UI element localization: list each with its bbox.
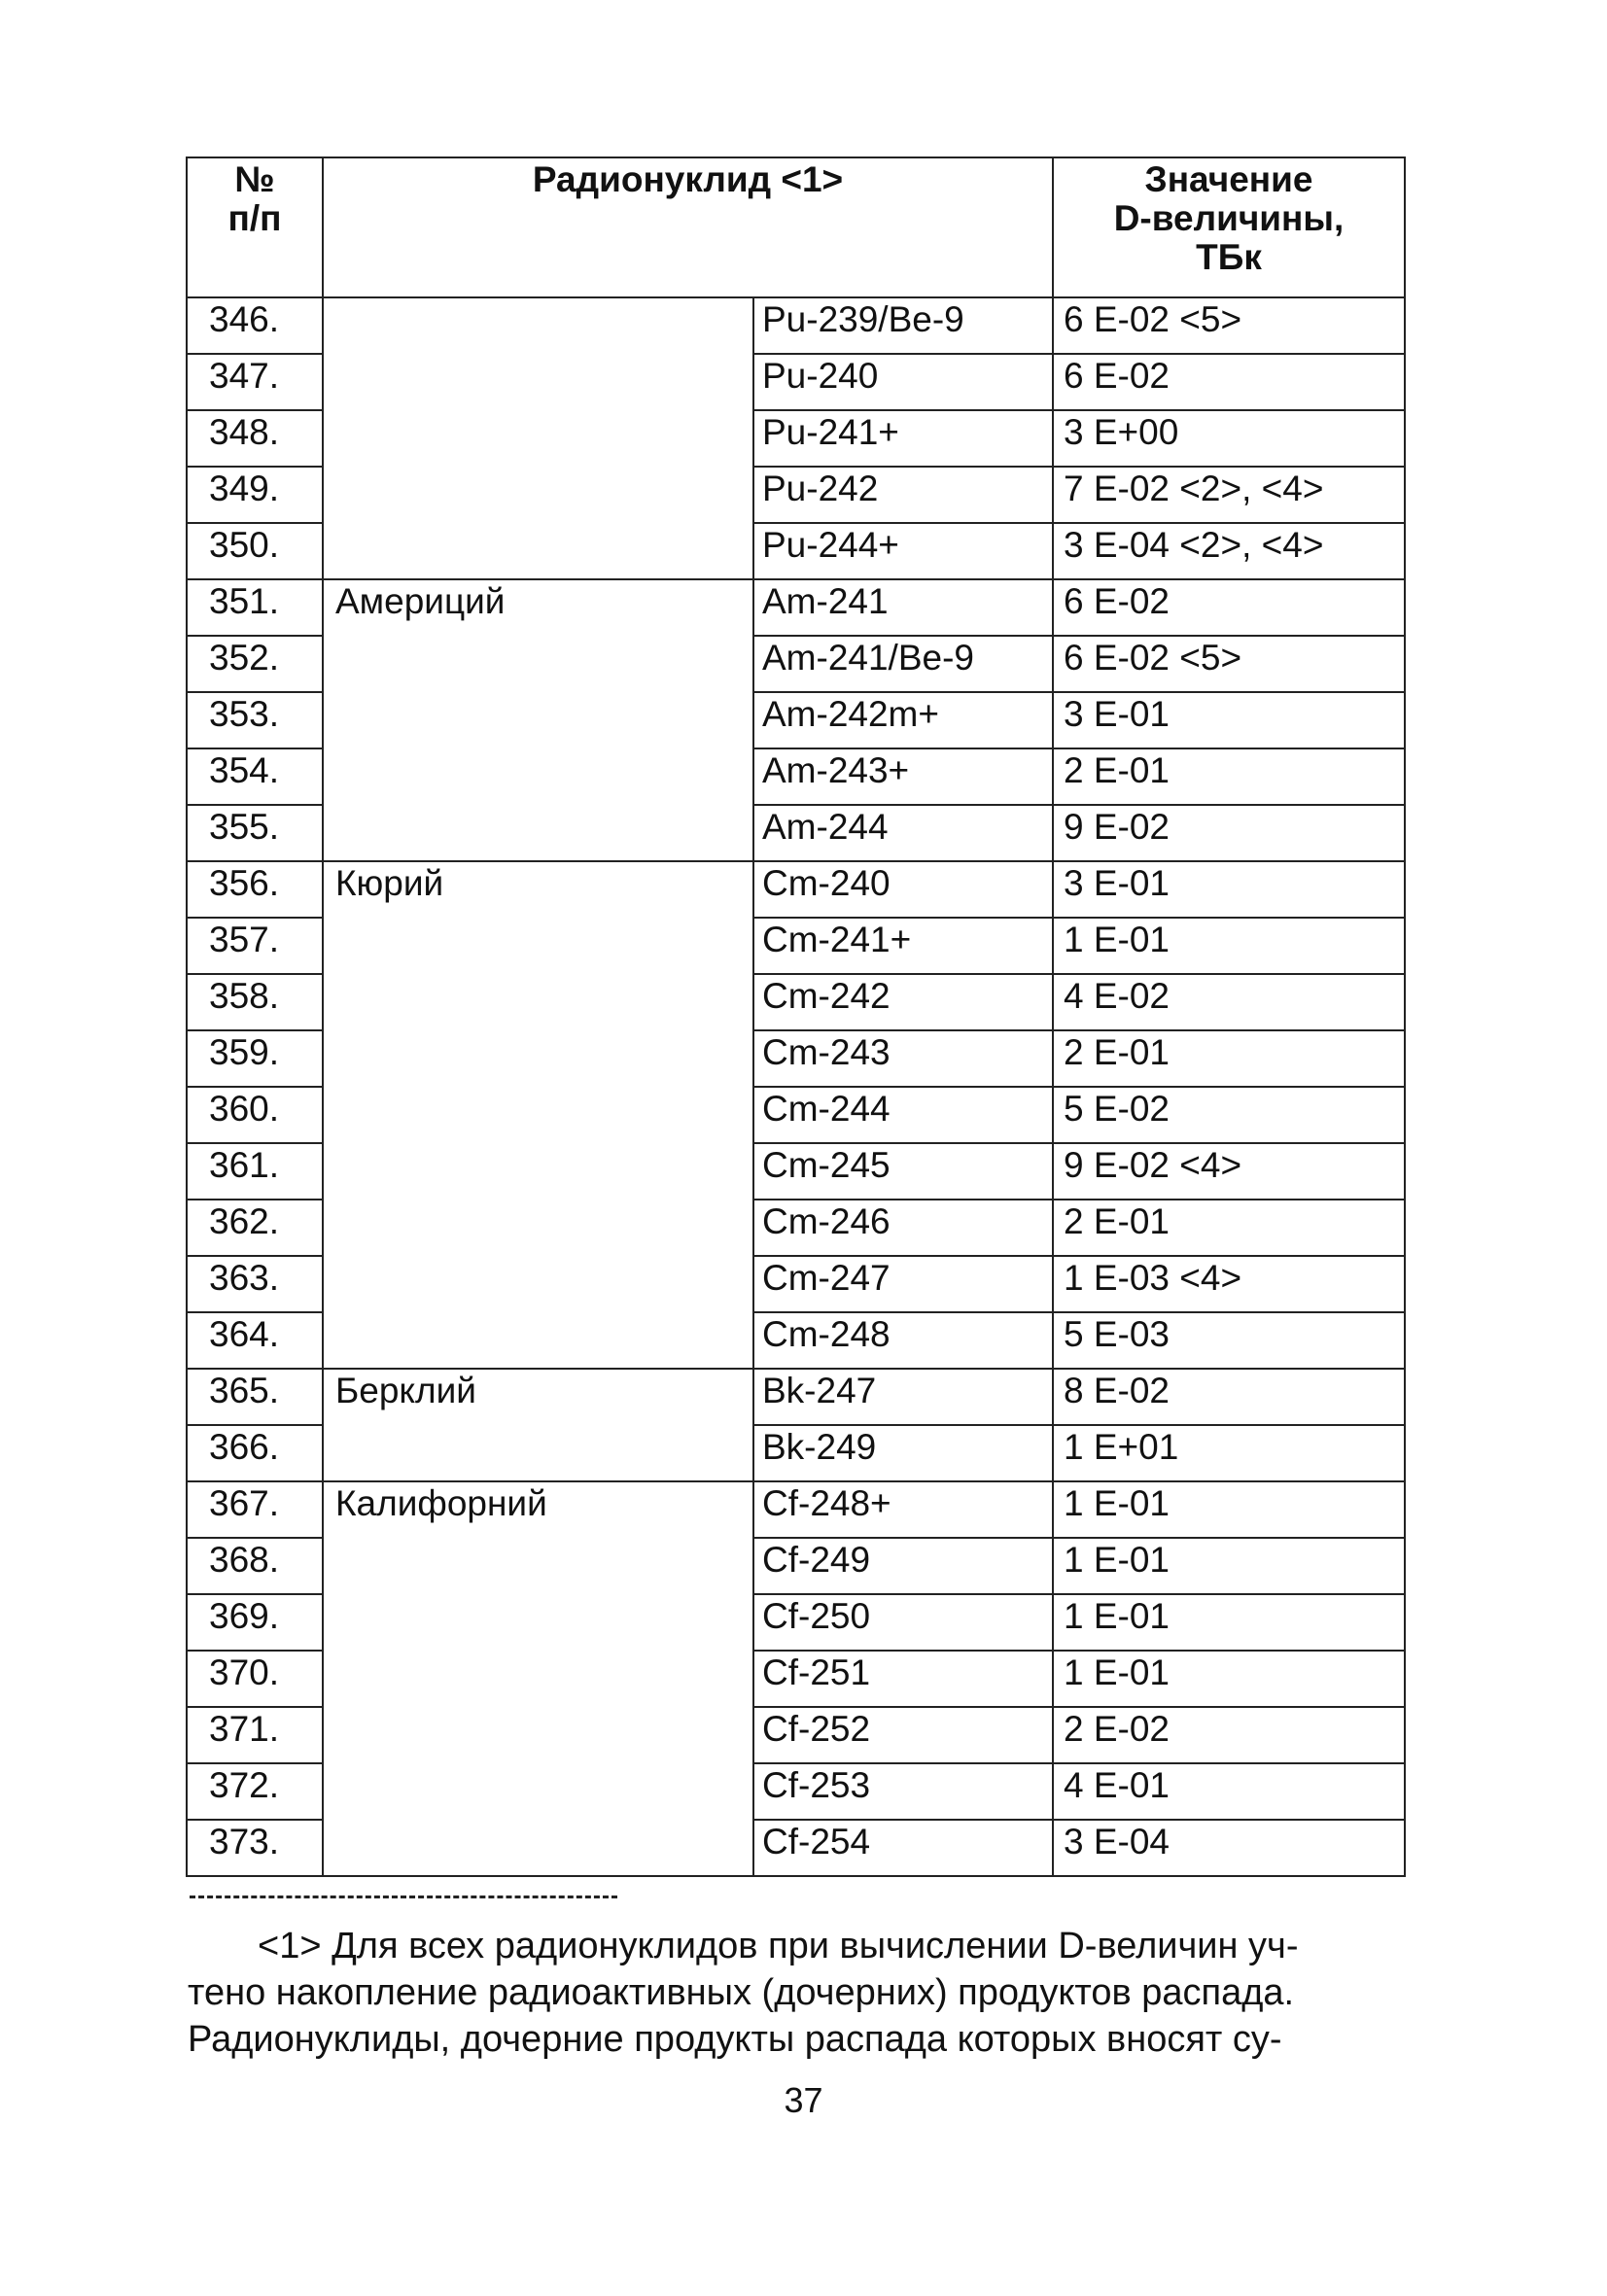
radionuclide-name: Cm-246 xyxy=(753,1200,1053,1256)
radionuclide-name: Cm-243 xyxy=(753,1030,1053,1087)
radionuclide-name: Cm-241+ xyxy=(753,918,1053,974)
header-number-label: п/п xyxy=(227,198,282,238)
radionuclide-name: Cf-251 xyxy=(753,1651,1053,1707)
radionuclide-name: Bk-247 xyxy=(753,1369,1053,1425)
radionuclide-name: Am-241/Be-9 xyxy=(753,636,1053,692)
radionuclide-name: Cf-254 xyxy=(753,1820,1053,1876)
table-row xyxy=(187,861,1405,918)
row-number: 352. xyxy=(187,636,323,692)
row-number: 351. xyxy=(187,579,323,636)
d-value: 9 E-02 xyxy=(1053,805,1405,861)
header-value-line-2: D-величины, xyxy=(1113,198,1345,238)
row-number: 365. xyxy=(187,1369,323,1425)
radionuclide-table xyxy=(186,157,1406,1877)
table-header-row xyxy=(187,157,1405,297)
element-group-cell: Кюрий xyxy=(323,861,753,1369)
row-number: 350. xyxy=(187,523,323,579)
row-number: 363. xyxy=(187,1256,323,1312)
d-value: 3 E-01 xyxy=(1053,692,1405,748)
d-value: 6 E-02 xyxy=(1053,579,1405,636)
row-number: 348. xyxy=(187,410,323,467)
radionuclide-name: Am-242m+ xyxy=(753,692,1053,748)
d-value: 7 E-02 <2>, <4> xyxy=(1053,467,1405,523)
radionuclide-name: Cm-244 xyxy=(753,1087,1053,1143)
row-number: 361. xyxy=(187,1143,323,1200)
header-radionuclide-label: Радионуклид <1> xyxy=(532,159,844,199)
element-group-cell xyxy=(323,297,753,579)
table-row xyxy=(187,579,1405,636)
header-radionuclide-cell xyxy=(323,157,1053,297)
radionuclide-name: Am-244 xyxy=(753,805,1053,861)
header-value-line-3: ТБк xyxy=(1196,237,1262,277)
footnote-divider xyxy=(190,1896,617,1898)
row-number: 370. xyxy=(187,1651,323,1707)
page-number: 37 xyxy=(784,2080,823,2120)
table-row xyxy=(187,1369,1405,1425)
row-number: 353. xyxy=(187,692,323,748)
radionuclide-name: Cm-245 xyxy=(753,1143,1053,1200)
d-value: 1 E-01 xyxy=(1053,1481,1405,1538)
row-number: 369. xyxy=(187,1594,323,1651)
row-number: 349. xyxy=(187,467,323,523)
row-number: 346. xyxy=(187,297,323,354)
d-value: 6 E-02 <5> xyxy=(1053,636,1405,692)
d-value: 8 E-02 xyxy=(1053,1369,1405,1425)
row-number: 355. xyxy=(187,805,323,861)
radionuclide-name: Bk-249 xyxy=(753,1425,1053,1481)
d-value: 3 E-04 xyxy=(1053,1820,1405,1876)
row-number: 371. xyxy=(187,1707,323,1763)
footnote-line: Радионуклиды, дочерние продукты распада которых вносят су- xyxy=(188,2019,1282,2060)
row-number: 356. xyxy=(187,861,323,918)
radionuclide-name: Cm-242 xyxy=(753,974,1053,1030)
row-number: 373. xyxy=(187,1820,323,1876)
d-value: 4 E-02 xyxy=(1053,974,1405,1030)
radionuclide-name: Cf-252 xyxy=(753,1707,1053,1763)
row-number: 368. xyxy=(187,1538,323,1594)
radionuclide-name: Pu-244+ xyxy=(753,523,1053,579)
table-row xyxy=(187,297,1405,354)
d-value: 3 E+00 xyxy=(1053,410,1405,467)
row-number: 364. xyxy=(187,1312,323,1369)
radionuclide-name: Am-243+ xyxy=(753,748,1053,805)
d-value: 3 E-01 xyxy=(1053,861,1405,918)
d-value: 2 E-01 xyxy=(1053,1030,1405,1087)
footnote-line: <1> Для всех радионуклидов при вычислении D-величин уч- xyxy=(258,1926,1299,1966)
radionuclide-name: Pu-239/Be-9 xyxy=(753,297,1053,354)
row-number: 367. xyxy=(187,1481,323,1538)
radionuclide-name: Pu-241+ xyxy=(753,410,1053,467)
radionuclide-name: Cf-253 xyxy=(753,1763,1053,1820)
row-number: 347. xyxy=(187,354,323,410)
d-value: 1 E-01 xyxy=(1053,918,1405,974)
radionuclide-name: Pu-240 xyxy=(753,354,1053,410)
row-number: 362. xyxy=(187,1200,323,1256)
d-value: 1 E-01 xyxy=(1053,1538,1405,1594)
d-value: 1 E+01 xyxy=(1053,1425,1405,1481)
row-number: 358. xyxy=(187,974,323,1030)
d-value: 5 E-03 xyxy=(1053,1312,1405,1369)
d-value: 3 E-04 <2>, <4> xyxy=(1053,523,1405,579)
row-number: 366. xyxy=(187,1425,323,1481)
d-value: 1 E-03 <4> xyxy=(1053,1256,1405,1312)
d-value: 9 E-02 <4> xyxy=(1053,1143,1405,1200)
d-value: 1 E-01 xyxy=(1053,1594,1405,1651)
radionuclide-name: Cf-250 xyxy=(753,1594,1053,1651)
footnote-text xyxy=(188,1923,1403,2063)
radionuclide-name: Pu-242 xyxy=(753,467,1053,523)
radionuclide-name: Cm-247 xyxy=(753,1256,1053,1312)
d-value: 2 E-01 xyxy=(1053,1200,1405,1256)
radionuclide-name: Cm-240 xyxy=(753,861,1053,918)
radionuclide-name: Cf-249 xyxy=(753,1538,1053,1594)
row-number: 360. xyxy=(187,1087,323,1143)
header-value-line-1: Значение xyxy=(1144,159,1313,199)
d-value: 6 E-02 xyxy=(1053,354,1405,410)
radionuclide-name: Cf-248+ xyxy=(753,1481,1053,1538)
d-value: 6 E-02 <5> xyxy=(1053,297,1405,354)
table-row xyxy=(187,1481,1405,1538)
row-number: 372. xyxy=(187,1763,323,1820)
header-number-symbol: № xyxy=(234,159,275,199)
footnote-line: тено накопление радиоактивных (дочерних) продуктов распада. xyxy=(188,1972,1295,2013)
element-group-cell: Америций xyxy=(323,579,753,861)
d-value: 5 E-02 xyxy=(1053,1087,1405,1143)
radionuclide-name: Cm-248 xyxy=(753,1312,1053,1369)
d-value: 2 E-01 xyxy=(1053,748,1405,805)
row-number: 357. xyxy=(187,918,323,974)
header-number-cell xyxy=(187,157,323,297)
d-value: 4 E-01 xyxy=(1053,1763,1405,1820)
radionuclide-name: Am-241 xyxy=(753,579,1053,636)
d-value: 2 E-02 xyxy=(1053,1707,1405,1763)
row-number: 359. xyxy=(187,1030,323,1087)
header-value-cell xyxy=(1053,157,1405,297)
d-value: 1 E-01 xyxy=(1053,1651,1405,1707)
row-number: 354. xyxy=(187,748,323,805)
element-group-cell: Берклий xyxy=(323,1369,753,1481)
element-group-cell: Калифорний xyxy=(323,1481,753,1876)
